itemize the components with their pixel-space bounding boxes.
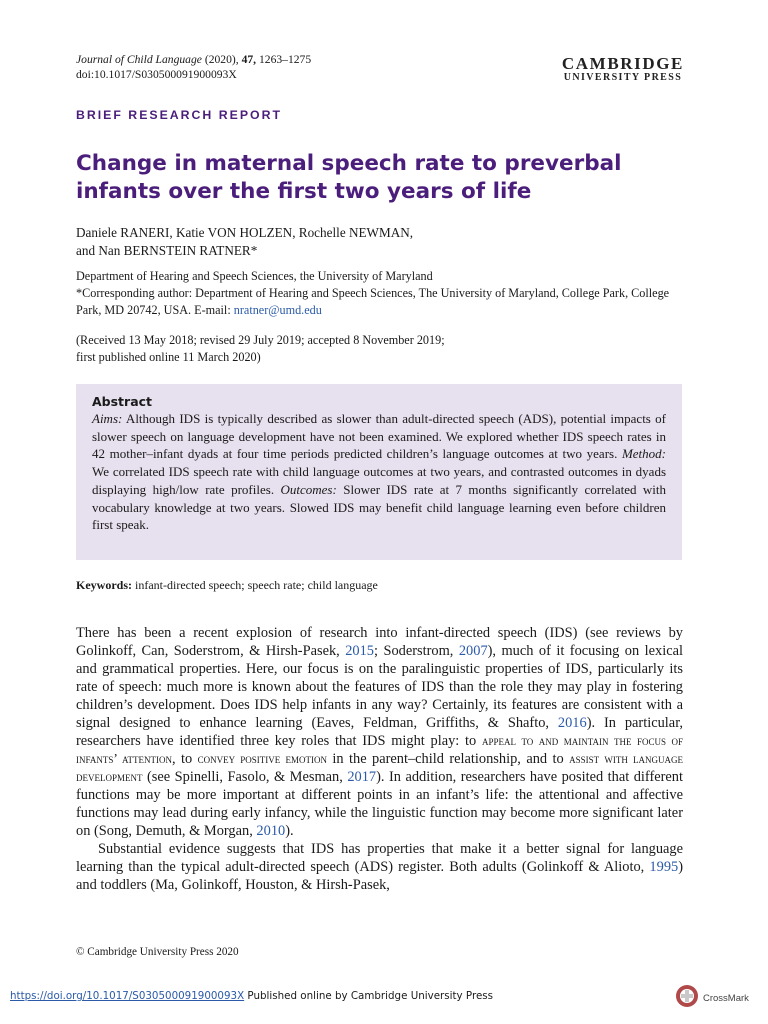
text-run: ). (285, 823, 294, 839)
outcomes-label: Outcomes: (280, 481, 337, 497)
publisher-name: CAMBRIDGE (561, 54, 684, 73)
footer (10, 990, 493, 1002)
department: Department of Hearing and Speech Sciences, the University of Maryland (76, 269, 433, 283)
journal-name: Journal of Child Language (76, 53, 202, 66)
history-line-2: first published online 11 March 2020) (76, 349, 261, 364)
keywords-label: Keywords: (76, 578, 132, 592)
text-run: ). In particular, researchers have identified three key roles that IDS might play: to (76, 715, 684, 749)
outcomes-text: Slower IDS rate at 7 months significantly correlated with vocabulary knowledge at two years. Slowed IDS may benefit child language learning even before children first speak. (92, 481, 666, 533)
published-note: Published online by Cambridge University Press (244, 990, 494, 1002)
journal-reference (76, 52, 311, 82)
citation-link[interactable]: 2010 (256, 823, 286, 839)
abstract-heading: Abstract (92, 394, 153, 409)
journal-year: (2020), (204, 53, 239, 66)
journal-pages: 1263–1275 (258, 53, 312, 66)
text-run: in the parent–child relationship, and to (326, 751, 570, 767)
section-label: BRIEF RESEARCH REPORT (76, 108, 282, 122)
affiliation (76, 268, 688, 318)
text-run: ). In addition, researchers have posited that different functions may be more important at different points in an infant’s life: the attentional and affective functions may lead during early infancy, while the linguistic function may become more significant later on (Song, Demuth, & Morgan, (76, 769, 683, 839)
citation-link[interactable]: 2017 (347, 769, 377, 785)
article-title: Change in maternal speech rate to preverbal infants over the first two years of life (76, 151, 622, 204)
citation-link[interactable]: 1995 (649, 859, 679, 875)
email-link[interactable]: nratner@umd.edu (233, 302, 322, 317)
role-attention: appeal to and maintain the focus of infants’ attention (76, 733, 683, 766)
aims-label: Aims: (92, 411, 123, 426)
text-run: ), much of it focusing on lexical and grammatical properties. Here, our focus is on the paralinguistic properties of IDS, particularly its rate of speech: much more is known about the features of IDS than the role they may play in fostering children’s development. Does IDS help infants in any way? Certainly, its features are consistent with a signal designed to enhance learning (Eaves, Feldman, Griffiths, & Shafto, (76, 643, 683, 731)
aims-text: Although IDS is typically described as slower than adult-directed speech (ADS), potential impacts of slower speech on language development have not been examined. We explored whether IDS speech rates in 42 mother–infant dyads at four time periods predicted children’s language outcomes at two years. (92, 411, 666, 462)
authors-line-1: Daniele RANERI, Katie VON HOLZEN, Rochelle NEWMAN, (76, 225, 414, 240)
citation-link[interactable]: 2007 (458, 643, 488, 659)
citation-link[interactable]: 2015 (345, 643, 374, 659)
doi-link[interactable]: https://doi.org/10.1017/S030500091900093X (10, 990, 245, 1002)
journal-doi: doi:10.1017/S030500091900093X (76, 68, 237, 81)
keywords (76, 578, 378, 593)
text-run: Substantial evidence suggests that IDS has properties that make it a better signal for language learning than the typical adult-directed speech (ADS) register. Both adults (Golinkoff & Alioto, (76, 841, 683, 875)
crossmark-label: CrossMark (703, 993, 749, 1004)
crossmark-icon (675, 984, 699, 1013)
abstract-box (76, 384, 682, 560)
abstract-text (92, 410, 666, 534)
journal-volume: 47, (241, 53, 257, 66)
crossmark-badge[interactable] (675, 984, 749, 1013)
method-text: We correlated IDS speech rate with child language outcomes at two years, and contrasted outcomes in dyads displaying high/low rate profiles. (92, 464, 666, 497)
text-run: ; Soderstrom, (374, 643, 459, 659)
role-language: assist with language development (76, 751, 683, 784)
authors-line-2: and Nan BERNSTEIN RATNER* (76, 242, 258, 258)
paragraph-2 (76, 840, 683, 894)
author-list (76, 224, 413, 259)
role-emotion: convey positive emotion (197, 751, 327, 766)
keywords-text: infant-directed speech; speech rate; child language (132, 578, 378, 592)
journal-citation-line (76, 52, 311, 67)
corresponding-author (76, 285, 688, 319)
text-run: There has been a recent explosion of research into infant-directed speech (IDS) (see reviews by Golinkoff, Can, Soderstrom, & Hirsh-Pasek, (76, 625, 683, 659)
text-run: ) and toddlers (Ma, Golinkoff, Houston, & Hirsh-Pasek, (76, 859, 683, 893)
text-run: , to (171, 751, 198, 767)
text-run: (see Spinelli, Fasolo, & Mesman, (142, 769, 348, 785)
body-text (76, 624, 683, 894)
citation-link[interactable]: 2016 (557, 715, 587, 731)
copyright: © Cambridge University Press 2020 (76, 946, 239, 958)
publisher-subname: UNIVERSITY PRESS (563, 72, 683, 83)
method-label: Method: (621, 446, 666, 462)
corresponding-author-text: *Corresponding author: Department of Hearing and Speech Sciences, The University of Maryland, College Park, College Park, MD 20742, USA. E-mail: (76, 285, 670, 317)
paragraph-1 (76, 624, 683, 840)
history-line-1: (Received 13 May 2018; revised 29 July 2019; accepted 8 November 2019; (76, 333, 445, 347)
publication-history (76, 332, 445, 366)
publisher-logo (562, 55, 684, 84)
